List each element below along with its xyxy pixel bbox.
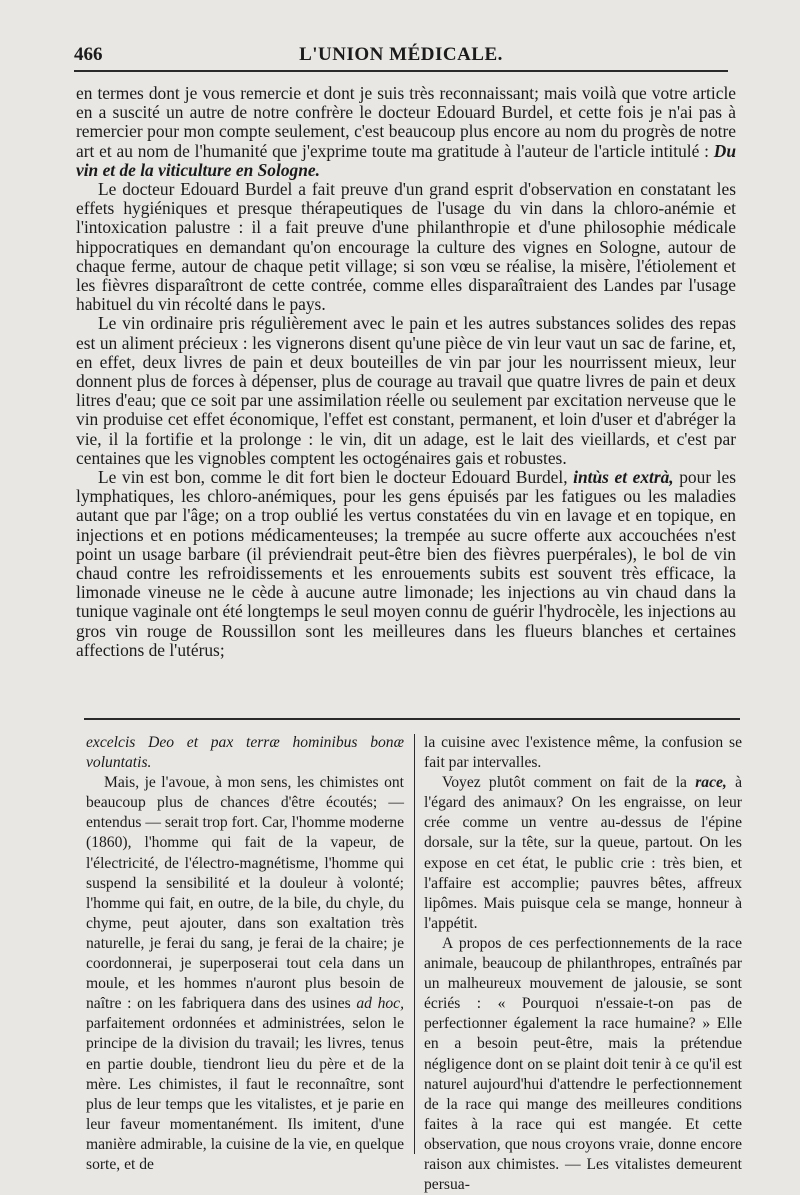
page-header [74,44,728,68]
paragraph-text: en termes dont je vous remercie et dont je suis très reconnaissant; mais voilà que votre article en a suscité un autre de notre confrère le docteur Edouard Burdel, et cette fois je n'ai pas à remercier pour mon compte seulement, c'est beaucoup plus encore au nom du progrès de notre art et au nom de l'humanité que j'exprime toute ma gratitude à l'auteur de l'article intitulé : [76,83,736,161]
paragraph-text: Le vin est bon, comme le dit fort bien le docteur Edouard Burdel, [98,467,574,488]
article-paragraph: Le vin ordinaire pris régulièrement avec le pain et les autres substances solides des repas est un aliment précieux : les vignerons disent qu'une pièce de vin leur vaut un sac de farine, et, en effet, deux livres de pain et deux bouteilles de vin par jour les nourrissent mieux, leur donnent plus de forces à dépenser, plus de courage au travail que quatre livres de pain et deux litres d'eau; que ce soit par une assimilation réelle ou seulement par excitation nerveuse que le vin produise cet effet économique, l'effet est constant, permanent, et loin d'user et d'abréger la vie, il la fortifie et la prolonge : le vin, dit un adage, est le lait des vieillards, et c'est par centaines que les vignobles comptent les octogénaires gais et robustes. [76,313,736,468]
feuilleton-left-column [86,733,404,1175]
article-paragraph [76,468,736,660]
column-paragraph: la cuisine avec l'existence même, la confusion se fait par intervalles. [424,734,742,772]
column-divider [414,734,415,1154]
column-paragraph: A propos de ces perfectionnements de la race animale, beaucoup de philanthropes, entraînés par un malheureux mouvement de jalousie, se sont écriés : « Pourquoi n'essaie-t-on pas de perfectionner également la race humaine? » Elle en a besoin peut-être, mais la prétendue négligence dont on se plaint doit tenir à ce qu'il est naturel aujourd'hui d'attendre le perfectionnement de la race qui mange des meilleures conditions faites à la race qui est mangée. Et cette observation, que nous croyons vraie, donne encore raison aux chimistes. — Les vitalistes demeurent persua- [424,934,742,1194]
column-paragraph [86,733,404,773]
paragraph-text: parfaitement ordonnées et administrées, selon le principe de la division du travail; les livres, tenus en partie double, tiendront lieu du père et de la mère. Les chimistes, il faut le reconnaître, sont plus de leur temps que les vitalistes, et je parie en leur faveur momentanément. Ils imitent, d'une manière admirable, la cuisine de la vie, en quelque sorte, et de [86,1015,404,1173]
feuilleton-right-column [424,733,742,1195]
column-paragraph [86,773,404,1175]
column-paragraph [424,773,742,934]
article-paragraph [76,84,736,180]
header-rule [74,70,728,72]
paragraph-text: Voyez plutôt comment on fait de la [442,774,696,792]
paragraph-text: pour les lymphatiques, les chloro-anémiques, pour les gens épuisés par les fatigues ou les maladies autant que par l'âge; on a trop oublié les vertus constatées du vin en lavage et en topique, en injections et en potions médicamenteuses; la trempée au sucre offerte aux accouchées n'est point un usage barbare (il préviendrait peut-être bien des fièvres puerpérales), le bol de vin chaud contre les refroidissements et les enrouements subits est souvent très efficace, la limonade vineuse ne le cède à aucune autre limonade; les injections au vin chaud dans la tunique vaginale ont été longtemps le seul moyen connu de guérir l'hydrocèle, les injections au gros vin rouge de Roussillon sont les meilleures dans les flueurs blanches et certaines affections de l'utérus; [76,467,737,660]
emphasized-word: race, [695,774,727,792]
paragraph-text: Mais, je l'avoue, à mon sens, les chimistes ont beaucoup plus de chances d'être écoutés; — entendus — serait trop fort. Car, l'homme moderne (1860), l'homme qui fait de la vapeur, de l'électricité, de l'électro-magnétisme, l'homme qui suspend la sensibilité et la douleur à volonté; l'homme qui fait, en outre, de la bile, du chyle, du chyme, peut ajouter, dans son exaltation très naturelle, je ferai du sang, je ferai de la chaire; je coordonnerai, je superposerai tout cela dans un moule, et les hommes n'auront plus besoin de naître : on les fabriquera dans des usines [86,774,404,1013]
latin-phrase: intùs et extrà, [573,467,674,488]
article-paragraph: Le docteur Edouard Burdel a fait preuve d'un grand esprit d'observation en constatant les effets hygiéniques et presque thérapeutiques de l'usage du vin dans la chloro-anémie et l'intoxication palustre : il a fait preuve d'une philanthropie et d'une philosophie médicale hippocratiques en demandant qu'on encourage la culture des vignes en Sologne, autour de chaque ferme, autour de chaque petit village; si son vœu se réalise, la misère, l'étiolement et les fièvres disparaîtront de cette contrée, comme elles disparaîtraient des Landes par l'usage habituel du vin récolté dans le pays. [76,179,736,315]
cited-article-title: Du vin et de la viticulture en Sologne. [76,140,736,180]
page-number: 466 [74,44,103,65]
feuilleton-rule [84,718,740,720]
main-article [76,84,736,660]
latin-phrase: ad hoc, [356,995,404,1013]
latin-quote: excelcis Deo et pax terræ hominibus bonæ voluntatis. [86,734,404,772]
paragraph-text: à l'égard des animaux? On les engraisse, on leur crée comme un ventre au-dessus de l'épine dorsale, sur la tête, sur la queue, partout. On les expose en cet état, le public crie : très bien, et l'affaire est accomplie; pauvres bêtes, affreux lipômes. Mais puisque cela se mange, honneur à l'appétit. [424,774,742,932]
journal-title: L'UNION MÉDICALE. [299,44,503,65]
